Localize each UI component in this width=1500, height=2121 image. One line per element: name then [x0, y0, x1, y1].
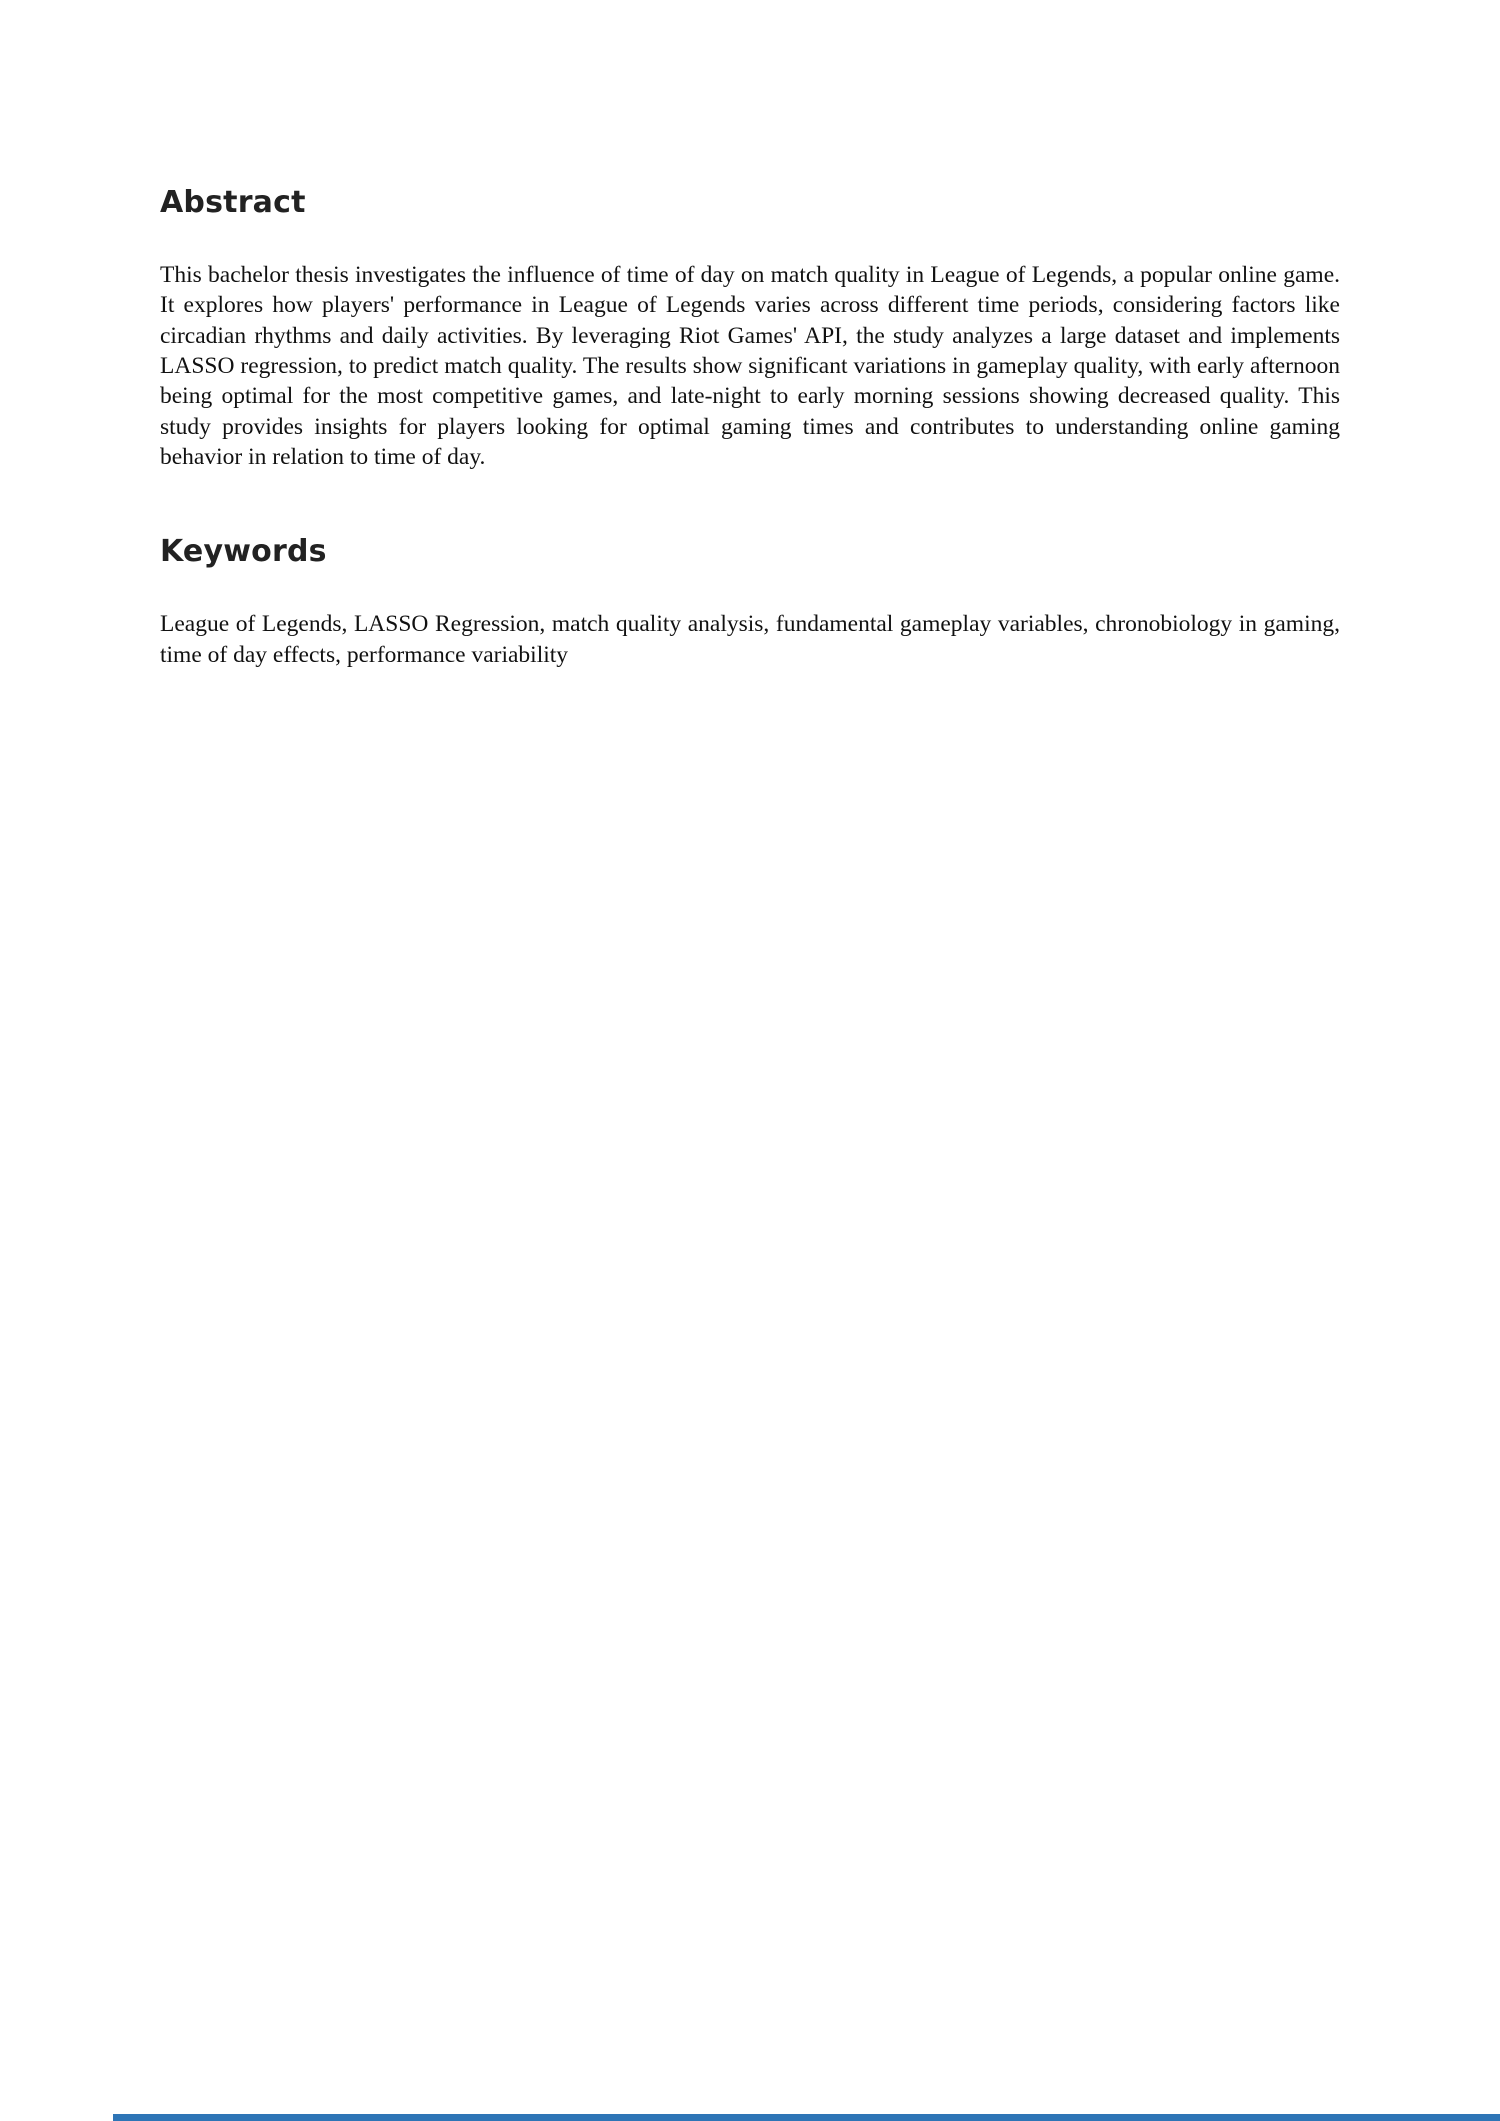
keywords-heading: Keywords: [160, 534, 327, 570]
abstract-paragraph: This bachelor thesis investigates the influence of time of day on match quality in League of Legends, a popular online game. It explores how players' performance in League of Legends varies across different time periods, considering factors like circadian rhythms and daily activities. By leveraging Riot Games' API, the study analyzes a large dataset and implements LASSO regression, to predict match quality. The results show significant variations in gameplay quality, with early afternoon being optimal for the most competitive games, and late-night to early morning sessions showing decreased quality. This study provides insights for players looking for optimal gaming times and contributes to understanding online gaming behavior in relation to time of day.: [160, 262, 1340, 470]
abstract-heading: Abstract: [160, 185, 306, 220]
keywords-paragraph: League of Legends, LASSO Regression, match quality analysis, fundamental gameplay variables, chronobiology in gaming, time of day effects, performance variability: [160, 611, 1340, 668]
footer-accent-line: [113, 2114, 1500, 2121]
